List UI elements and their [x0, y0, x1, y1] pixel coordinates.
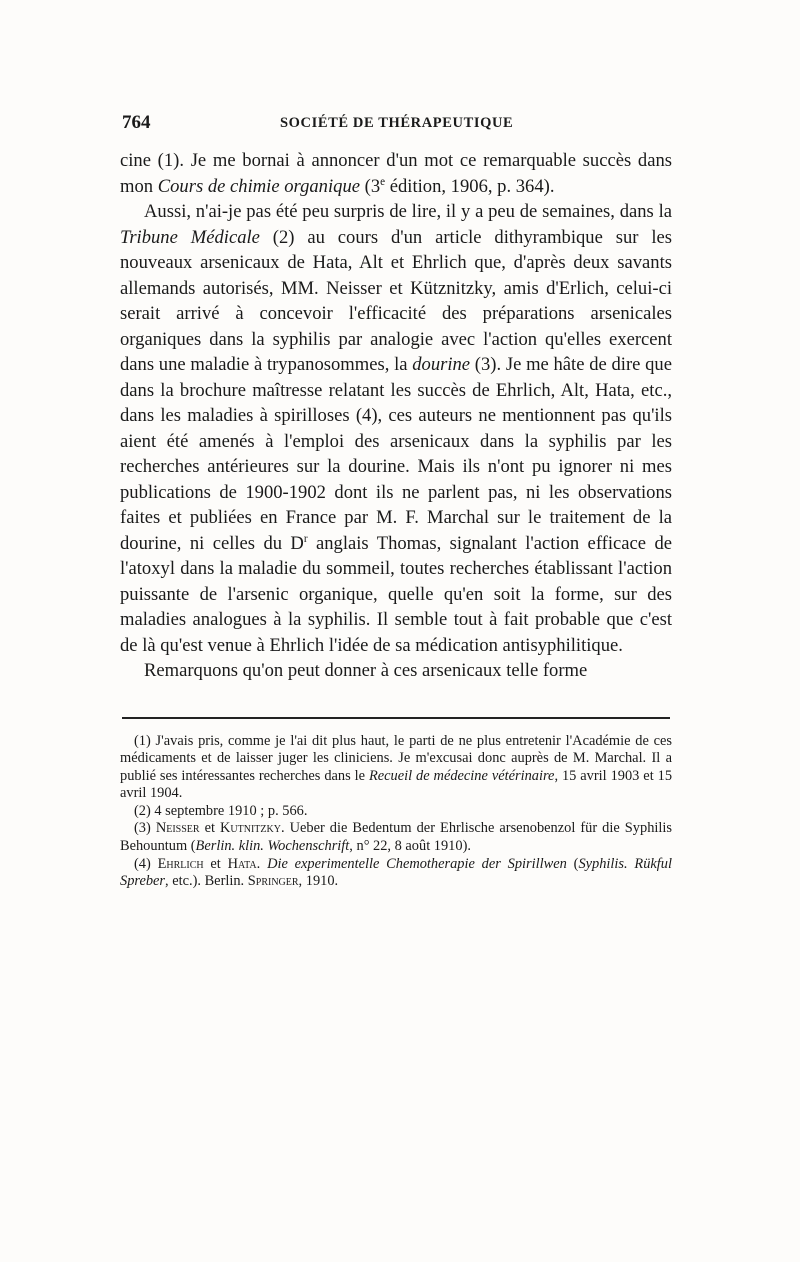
text-run: Aussi, n'ai-je pas été peu surpris de lire, il y a peu de semaines, dans la [144, 201, 672, 222]
footnotes [120, 733, 672, 891]
book-title: Cours de chimie organique [157, 175, 360, 197]
book-title: Die experimentelle Chemotherapie der Spirillwen [267, 855, 567, 872]
text-run: . Ueber die Bedentum der Ehrlische arsenobenzol für die Syphilis Behountum ( [120, 820, 672, 855]
text-run: édition, 1906, p. 364). [385, 175, 555, 197]
author-name: Hata [227, 855, 257, 872]
text-run: , 15 avril 1903 et 15 avril 1904. [120, 767, 673, 802]
publisher-name: Springer [247, 873, 299, 890]
body-text [120, 148, 672, 684]
footnote-2: (2) 4 septembre 1910 ; p. 566. [134, 802, 308, 819]
text-run: (3). Je me hâte de dire que dans la brochure maîtresse relatant les succès de Ehrlich, Alt, Hata, etc., dans les maladies à spirilloses (4), ces auteurs ne mentionnent pas qu'ils aient été amenés à l'emploi des arsenicaux dans la syphilis par les recherches antérieures sur la dourine. Mais ils n'ont pu ignorer ni mes publications de 1900-1902 dont ils ne parlent pas, ni les observations faites et publiées en France par M. F. Marchal sur le traitement de la dourine, ni celles du D [120, 354, 672, 554]
footnote-rule [122, 717, 670, 719]
page-header [120, 112, 672, 148]
text-run: et [203, 855, 228, 872]
page-number: 764 [122, 112, 151, 133]
text-run: et [199, 820, 221, 837]
text-run: cine (1). Je me bornai à annoncer d'un mot ce remarquable succès dans mon [120, 150, 672, 197]
author-name: Ehrlich [157, 855, 204, 872]
footnote-3 [120, 820, 672, 855]
text-run: (4) [134, 855, 158, 872]
text-run: (3 [360, 175, 381, 197]
text-run: . [256, 855, 268, 872]
paragraph-2 [120, 199, 672, 658]
footnote-4 [120, 856, 672, 891]
running-head: SOCIÉTÉ DE THÉRAPEUTIQUE [280, 115, 514, 131]
journal-title: Berlin. klin. Wochenschrift [195, 838, 350, 855]
text-run: (3) [134, 820, 156, 837]
paragraph-3: Remarquons qu'on peut donner à ces arsenicaux telle forme [144, 660, 588, 681]
text-run: (2) au cours d'un article dithyrambique sur les nouveaux arsenicaux de Hata, Alt et Ehrlich que, d'après deux savants allemands autorisés, MM. Neisser et Kütznitzky, amis d'Erlich, celui-ci serait arrivé à concevoir l'efficacité des préparations arsenicales organiques dans la syphilis par analogie avec l'action qu'elles exercent dans une maladie à trypanosommes, la [120, 226, 672, 375]
text-run: , etc.). Berlin. [165, 873, 248, 890]
text-run: anglais Thomas, signalant l'action efficace de l'atoxyl dans la maladie du sommeil, toutes recherches établissant l'action puissante de l'arsenic organique, quelle qu'en soit la forme, sur des maladies analogues à la syphilis. Il semble tout à fait probable que c'est de là qu'est venue à Ehrlich l'idée de sa médication antisyphilitique. [120, 532, 672, 656]
book-subtitle: Syphilis. Rükful Spreber [120, 855, 672, 890]
superscript: r [303, 532, 308, 545]
paragraph-1 [120, 148, 672, 199]
footnote-1 [120, 733, 672, 803]
text-run: (1) J'avais pris, comme je l'ai dit plus haut, le parti de ne plus entretenir l'Académie de ces médicaments et de laisser juger les cliniciens. Je m'excusai donc auprès de M. Marchal. Il a publié ses intéressantes recherches dans le [120, 732, 672, 784]
journal-title: Recueil de médecine vétérinaire [368, 767, 555, 784]
text-run: ( [566, 855, 579, 872]
text-run: , 1910. [298, 873, 339, 890]
journal-title: Tribune Médicale [120, 226, 260, 248]
italic-term: dourine [412, 354, 471, 375]
author-name: Neisser [155, 820, 200, 837]
author-name: Kutnitzky [220, 820, 281, 837]
text-run: , n° 22, 8 août 1910). [349, 838, 471, 855]
page [120, 112, 672, 891]
superscript: e [380, 175, 386, 188]
